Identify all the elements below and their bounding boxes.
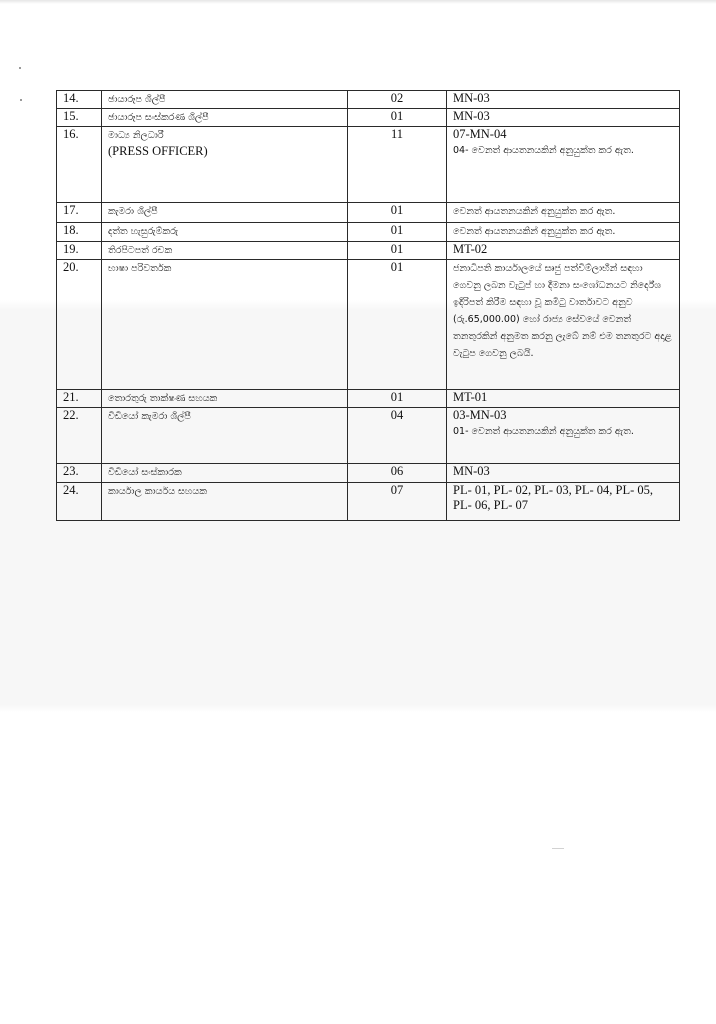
positions-table-body: [57, 91, 680, 521]
position-title: තිරපිටපත් රචක: [102, 242, 348, 260]
table-row: [57, 91, 680, 109]
position-note: MN-03: [447, 464, 680, 483]
row-number: 20.: [57, 260, 102, 390]
table-row: [57, 483, 680, 521]
position-title: මාධ්‍ය නිලධාරී (PRESS OFFICER): [102, 127, 348, 203]
position-title: වීඩියෝ සංස්කාරක: [102, 464, 348, 483]
position-title: භාෂා පරිවර්තක: [102, 260, 348, 390]
table-row: [57, 464, 680, 483]
position-count: 01: [348, 242, 447, 260]
row-number: 24.: [57, 483, 102, 521]
position-note: MT-01: [447, 390, 680, 408]
position-count: 06: [348, 464, 447, 483]
table-row: [57, 127, 680, 203]
row-number: 14.: [57, 91, 102, 109]
position-count: 07: [348, 483, 447, 521]
position-count: 02: [348, 91, 447, 109]
position-count: 11: [348, 127, 447, 203]
position-count: 01: [348, 109, 447, 127]
position-count: 01: [348, 260, 447, 390]
position-title: කාර්යාල කාර්යය සහයක: [102, 483, 348, 521]
row-number: 23.: [57, 464, 102, 483]
position-note: 07-MN-04 04- වෙනත් ආයතනයකින් අනුයුක්ත කර ඇත.: [447, 127, 680, 203]
table-row: [57, 109, 680, 127]
position-note: වෙනත් ආයතනයකින් අනුයුක්ත කර ඇත.: [447, 203, 680, 223]
position-title: තොරතුරු තාක්ෂණ සහයක: [102, 390, 348, 408]
position-note: වෙනත් ආයතනයකින් අනුයුක්ත කර ඇත.: [447, 223, 680, 242]
positions-table: [56, 90, 680, 521]
table-row: [57, 260, 680, 390]
row-number: 22.: [57, 408, 102, 464]
position-note: ජනාධිපති කාර්යාලයේ සෘජු පත්වීම්ලාභීන් සඳහා ගෙවනු ලබන වැටුප් හා දීමනා සංශෝධනයට නිර්දේශ ඉදිරිපත් කිරීම සඳහා වූ කමිටු වාර්තාවට අනුව (රු.65,000.00) හෝ රාජ්‍ය සේවයේ වෙනත් තනතුරකින් අනුමත කරනු ලැබේ නම් එම තනතුරට අදාළ වැටුප ගෙවනු ලබයි.: [447, 260, 680, 390]
row-number: 17.: [57, 203, 102, 223]
position-count: 01: [348, 390, 447, 408]
row-number: 19.: [57, 242, 102, 260]
position-count: 01: [348, 223, 447, 242]
position-count: 04: [348, 408, 447, 464]
position-title: ඡායාරූප ශිල්පී: [102, 91, 348, 109]
position-note: PL- 01, PL- 02, PL- 03, PL- 04, PL- 05, PL- 06, PL- 07: [447, 483, 680, 521]
margin-mark: [20, 99, 22, 101]
row-number: 21.: [57, 390, 102, 408]
position-count: 01: [348, 203, 447, 223]
row-number: 15.: [57, 109, 102, 127]
table-row: [57, 223, 680, 242]
position-note: 03-MN-03 01- වෙනත් ආයතනයකින් අනුයුක්ත කර ඇත.: [447, 408, 680, 464]
table-row: [57, 390, 680, 408]
row-number: 18.: [57, 223, 102, 242]
table-row: [57, 242, 680, 260]
position-note: MN-03: [447, 109, 680, 127]
position-title: ඡායාරූප සංස්කරණ ශිල්පී: [102, 109, 348, 127]
position-title: කැමරා ශිල්පී: [102, 203, 348, 223]
position-note: MT-02: [447, 242, 680, 260]
scan-artifact: [552, 848, 564, 849]
table-row: [57, 203, 680, 223]
scan-top-edge: [0, 0, 716, 4]
row-number: 16.: [57, 127, 102, 203]
position-title: දත්ත හැසුරුම්කරු: [102, 223, 348, 242]
margin-mark: [19, 67, 21, 69]
table-row: [57, 408, 680, 464]
position-title: වීඩියෝ කැමරා ශිල්පී: [102, 408, 348, 464]
position-note: MN-03: [447, 91, 680, 109]
